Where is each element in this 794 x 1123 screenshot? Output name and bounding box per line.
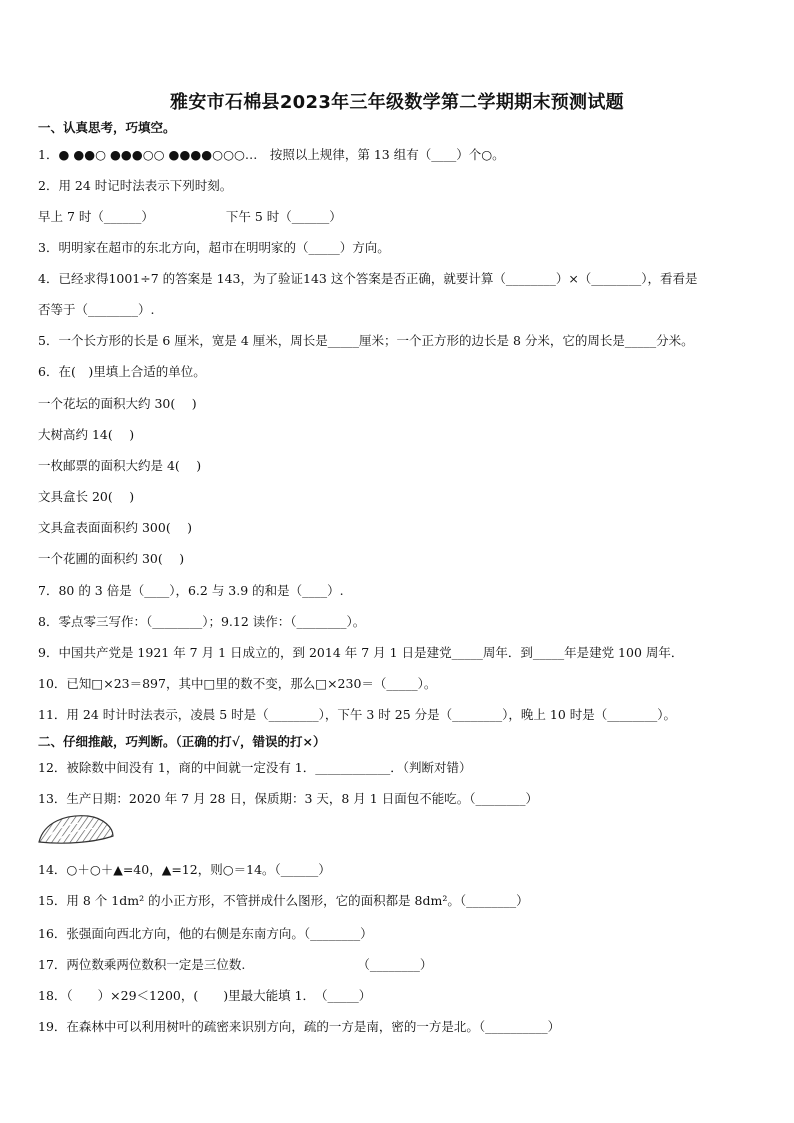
question-17-blank: （________） <box>357 957 433 972</box>
question-2b: 下午 5 时（______） <box>225 209 342 224</box>
question-7: 7．80 的 3 倍是（____），6.2 与 3.9 的和是（____）. <box>38 583 344 598</box>
question-19: 19．在森林中可以利用树叶的疏密来识别方向，疏的一方是南，密的一方是北。（__________） <box>38 1019 561 1034</box>
question-9: 9．中国共产党是 1921 年 7 月 1 日成立的，到 2014 年 7 月 1 日是建党_____周年．到_____年是建党 100 周年． <box>38 645 684 660</box>
question-6e: 文具盒表面面积约 300( ) <box>38 520 193 535</box>
question-2-items <box>38 209 342 225</box>
question-17 <box>38 957 432 973</box>
question-6a: 一个花坛的面积大约 30( ) <box>38 396 197 411</box>
question-4-line2: 否等于（________）. <box>38 302 155 317</box>
question-16: 16．张强面向西北方向，他的右侧是东南方向。（________） <box>38 926 373 941</box>
question-18: 18．（ ）×29＜1200，( )里最大能填 1． （_____） <box>38 988 372 1003</box>
question-3: 3．明明家在超市的东北方向，超市在明明家的（_____）方向。 <box>38 240 390 255</box>
question-2a: 早上 7 时（______） <box>38 209 154 224</box>
question-15: 15．用 8 个 1dm² 的小正方形，不管拼成什么图形，它的面积都是 8dm²。（________） <box>38 893 529 908</box>
question-1: 1．● ●●○ ●●●○○ ●●●●○○○… 按照以上规律，第 13 组有（____）个○。 <box>38 147 505 162</box>
section-fill-blank: 一、认真思考，巧填空。 <box>38 120 176 135</box>
question-17-text: 17．两位数乘两位数积一定是三位数. <box>38 957 246 972</box>
question-6d: 文具盒长 20( ) <box>38 489 135 504</box>
section-judgement: 二、仔细推敲，巧判断。（正确的打√，错误的打×） <box>38 734 326 749</box>
question-5: 5．一个长方形的长是 6 厘米，宽是 4 厘米，周长是_____厘米；一个正方形的边长是 8 分米，它的周长是_____分米。 <box>38 333 694 348</box>
question-12: 12．被除数中间没有 1，商的中间就一定没有 1．____________．（判断对错） <box>38 760 472 775</box>
bread-illustration <box>36 812 116 848</box>
question-6c: 一枚邮票的面积大约是 4( ) <box>38 458 202 473</box>
page-title: 雅安市石棉县2023年三年级数学第二学期期末预测试题 <box>170 92 624 113</box>
question-13: 13．生产日期：2020 年 7 月 28 日，保质期：3 天，8 月 1 日面包不能吃。（________） <box>38 791 538 806</box>
question-2: 2．用 24 时记时法表示下列时刻。 <box>38 178 233 193</box>
question-8: 8．零点零三写作：（________）；9.12 读作：（________）。 <box>38 614 366 629</box>
question-6f: 一个花圃的面积约 30( ) <box>38 551 185 566</box>
question-14: 14．○＋○＋▲=40，▲=12，则○＝14。（______） <box>38 862 331 877</box>
question-11: 11．用 24 时计时法表示，凌晨 5 时是（________），下午 3 时 25 分是（________），晚上 10 时是（________）。 <box>38 707 677 722</box>
question-6: 6．在( )里填上合适的单位。 <box>38 364 206 379</box>
question-6b: 大树高约 14( ) <box>38 427 135 442</box>
question-4-line1: 4．已经求得1001÷7 的答案是 143，为了验证143 这个答案是否正确，就要计算（________）×（________），看看是 <box>38 271 698 286</box>
question-10: 10．已知□×23＝897，其中□里的数不变，那么□×230＝（_____）。 <box>38 676 437 691</box>
